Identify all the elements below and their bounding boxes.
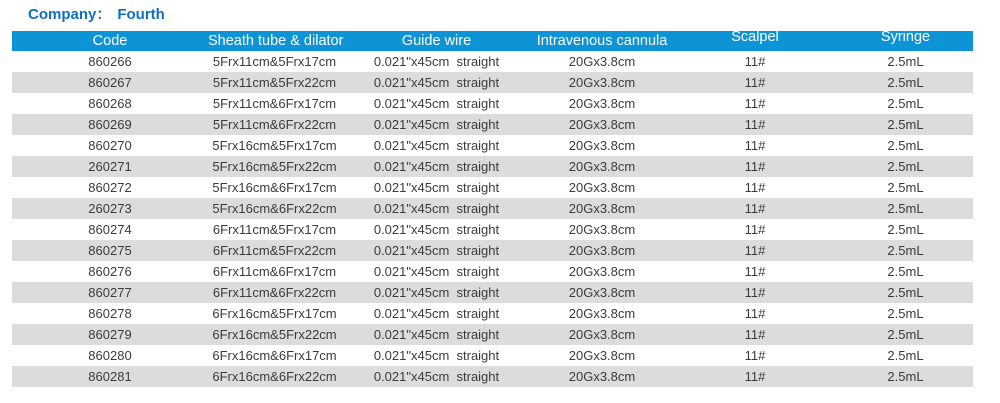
cell-scalpel: 11# [744,306,766,321]
table-row [12,93,973,114]
column-header-sheath-tube-dilator: Sheath tube & dilator [208,33,344,49]
table-row [12,72,973,93]
column-header-syringe: Syringe [838,31,973,51]
cell-intravenous-cannula: 20Gx3.8cm [532,324,672,345]
cell-intravenous-cannula: 20Gx3.8cm [568,138,636,153]
cell-code: 860267 [12,72,208,93]
cell-syringe: 2.5mL [887,348,924,363]
cell-sheath-tube-dilator: 5Frx16cm&6Frx22cm [208,198,341,219]
table-row [12,219,973,240]
header-row [12,31,973,51]
column-header-intravenous-cannula: Intravenous cannula [532,31,672,51]
table-row [12,345,973,366]
cell-syringe: 2.5mL [838,282,973,303]
cell-code: 860269 [12,114,208,135]
cell-sheath-tube-dilator: 6Frx16cm&5Frx22cm [208,324,341,345]
cell-sheath-tube-dilator: 5Frx11cm&5Frx22cm [208,72,341,93]
cell-guide-wire: 0.021"x45cm straight [341,114,532,135]
cell-syringe: 2.5mL [887,180,924,195]
cell-scalpel: 11# [672,324,838,345]
cell-intravenous-cannula: 20Gx3.8cm [568,54,636,69]
table-row [12,51,973,72]
cell-guide-wire: 0.021"x45cm straight [373,180,500,195]
cell-code: 860270 [88,138,132,153]
cell-sheath-tube-dilator: 5Frx16cm&5Frx17cm [212,138,337,153]
cell-code: 860280 [88,348,132,363]
cell-code: 260273 [12,198,208,219]
cell-sheath-tube-dilator: 6Frx16cm&6Frx17cm [212,348,337,363]
cell-guide-wire: 0.021"x45cm straight [341,324,532,345]
cell-intravenous-cannula: 20Gx3.8cm [568,96,636,111]
cell-code: 860275 [12,240,208,261]
table-row [12,366,973,387]
table-row [12,240,973,261]
cell-code: 860279 [12,324,208,345]
cell-scalpel: 11# [744,138,766,153]
cell-scalpel: 11# [744,264,766,279]
table-row [12,198,973,219]
cell-scalpel: 11# [672,114,838,135]
cell-intravenous-cannula: 20Gx3.8cm [532,282,672,303]
cell-syringe: 2.5mL [838,72,973,93]
cell-guide-wire: 0.021"x45cm straight [341,366,532,387]
cell-guide-wire: 0.021"x45cm straight [373,222,500,237]
cell-code: 860266 [88,54,132,69]
table-row [12,114,973,135]
cell-guide-wire: 0.021"x45cm straight [373,96,500,111]
cell-sheath-tube-dilator: 6Frx11cm&5Frx17cm [212,222,337,237]
cell-scalpel: 11# [672,72,838,93]
cell-guide-wire: 0.021"x45cm straight [373,264,500,279]
cell-guide-wire: 0.021"x45cm straight [341,282,532,303]
cell-sheath-tube-dilator: 6Frx16cm&5Frx17cm [212,306,337,321]
cell-sheath-tube-dilator: 5Frx11cm&5Frx17cm [212,54,337,69]
cell-sheath-tube-dilator: 6Frx11cm&6Frx22cm [208,282,341,303]
cell-scalpel: 11# [744,180,766,195]
cell-intravenous-cannula: 20Gx3.8cm [568,348,636,363]
cell-syringe: 2.5mL [887,96,924,111]
cell-code: 860277 [12,282,208,303]
column-header-code: Code [12,31,208,51]
cell-guide-wire: 0.021"x45cm straight [373,138,500,153]
product-spec-table [12,31,973,387]
cell-intravenous-cannula: 20Gx3.8cm [532,366,672,387]
company-name: Fourth [117,6,165,23]
cell-sheath-tube-dilator: 5Frx11cm&6Frx17cm [212,96,337,111]
cell-code: 860278 [88,306,132,321]
cell-sheath-tube-dilator: 6Frx16cm&6Frx22cm [208,366,341,387]
cell-code: 860274 [88,222,132,237]
column-header-guide-wire: Guide wire [341,31,532,51]
cell-guide-wire: 0.021"x45cm straight [373,348,500,363]
cell-intravenous-cannula: 20Gx3.8cm [532,72,672,93]
cell-sheath-tube-dilator: 5Frx16cm&5Frx22cm [208,156,341,177]
table-row [12,135,973,156]
cell-guide-wire: 0.021"x45cm straight [341,198,532,219]
cell-syringe: 2.5mL [887,138,924,153]
cell-intravenous-cannula: 20Gx3.8cm [532,198,672,219]
table-row [12,324,973,345]
cell-scalpel: 11# [672,282,838,303]
cell-scalpel: 11# [672,366,838,387]
cell-intravenous-cannula: 20Gx3.8cm [532,114,672,135]
cell-syringe: 2.5mL [838,366,973,387]
cell-syringe: 2.5mL [838,114,973,135]
table-row [12,303,973,324]
company-label: Company： [28,6,112,23]
cell-scalpel: 11# [672,156,838,177]
cell-scalpel: 11# [744,96,766,111]
cell-guide-wire: 0.021"x45cm straight [341,72,532,93]
table-body [12,51,973,387]
cell-code: 860276 [88,264,132,279]
cell-code: 860268 [88,96,132,111]
cell-scalpel: 11# [672,198,838,219]
cell-intravenous-cannula: 20Gx3.8cm [532,240,672,261]
cell-syringe: 2.5mL [838,324,973,345]
cell-guide-wire: 0.021"x45cm straight [373,306,500,321]
table-row [12,177,973,198]
cell-sheath-tube-dilator: 6Frx11cm&6Frx17cm [212,264,337,279]
cell-syringe: 2.5mL [838,156,973,177]
cell-sheath-tube-dilator: 5Frx16cm&6Frx17cm [212,180,337,195]
table-row [12,261,973,282]
cell-intravenous-cannula: 20Gx3.8cm [568,180,636,195]
cell-guide-wire: 0.021"x45cm straight [373,54,500,69]
cell-code: 260271 [12,156,208,177]
table-row [12,282,973,303]
cell-guide-wire: 0.021"x45cm straight [341,156,532,177]
cell-scalpel: 11# [744,348,766,363]
cell-syringe: 2.5mL [887,306,924,321]
column-header-scalpel: Scalpel [672,31,838,51]
cell-intravenous-cannula: 20Gx3.8cm [568,264,636,279]
cell-syringe: 2.5mL [887,264,924,279]
cell-syringe: 2.5mL [887,222,924,237]
cell-syringe: 2.5mL [887,54,924,69]
cell-sheath-tube-dilator: 6Frx11cm&5Frx22cm [208,240,341,261]
cell-code: 860281 [12,366,208,387]
cell-scalpel: 11# [672,240,838,261]
cell-scalpel: 11# [744,222,766,237]
cell-intravenous-cannula: 20Gx3.8cm [568,306,636,321]
cell-code: 860272 [88,180,132,195]
table-row [12,156,973,177]
cell-scalpel: 11# [744,54,766,69]
cell-syringe: 2.5mL [838,198,973,219]
cell-intravenous-cannula: 20Gx3.8cm [568,222,636,237]
cell-sheath-tube-dilator: 5Frx11cm&6Frx22cm [208,114,341,135]
cell-syringe: 2.5mL [838,240,973,261]
table-header [12,31,973,51]
company-title [28,3,165,24]
cell-guide-wire: 0.021"x45cm straight [341,240,532,261]
cell-intravenous-cannula: 20Gx3.8cm [532,156,672,177]
